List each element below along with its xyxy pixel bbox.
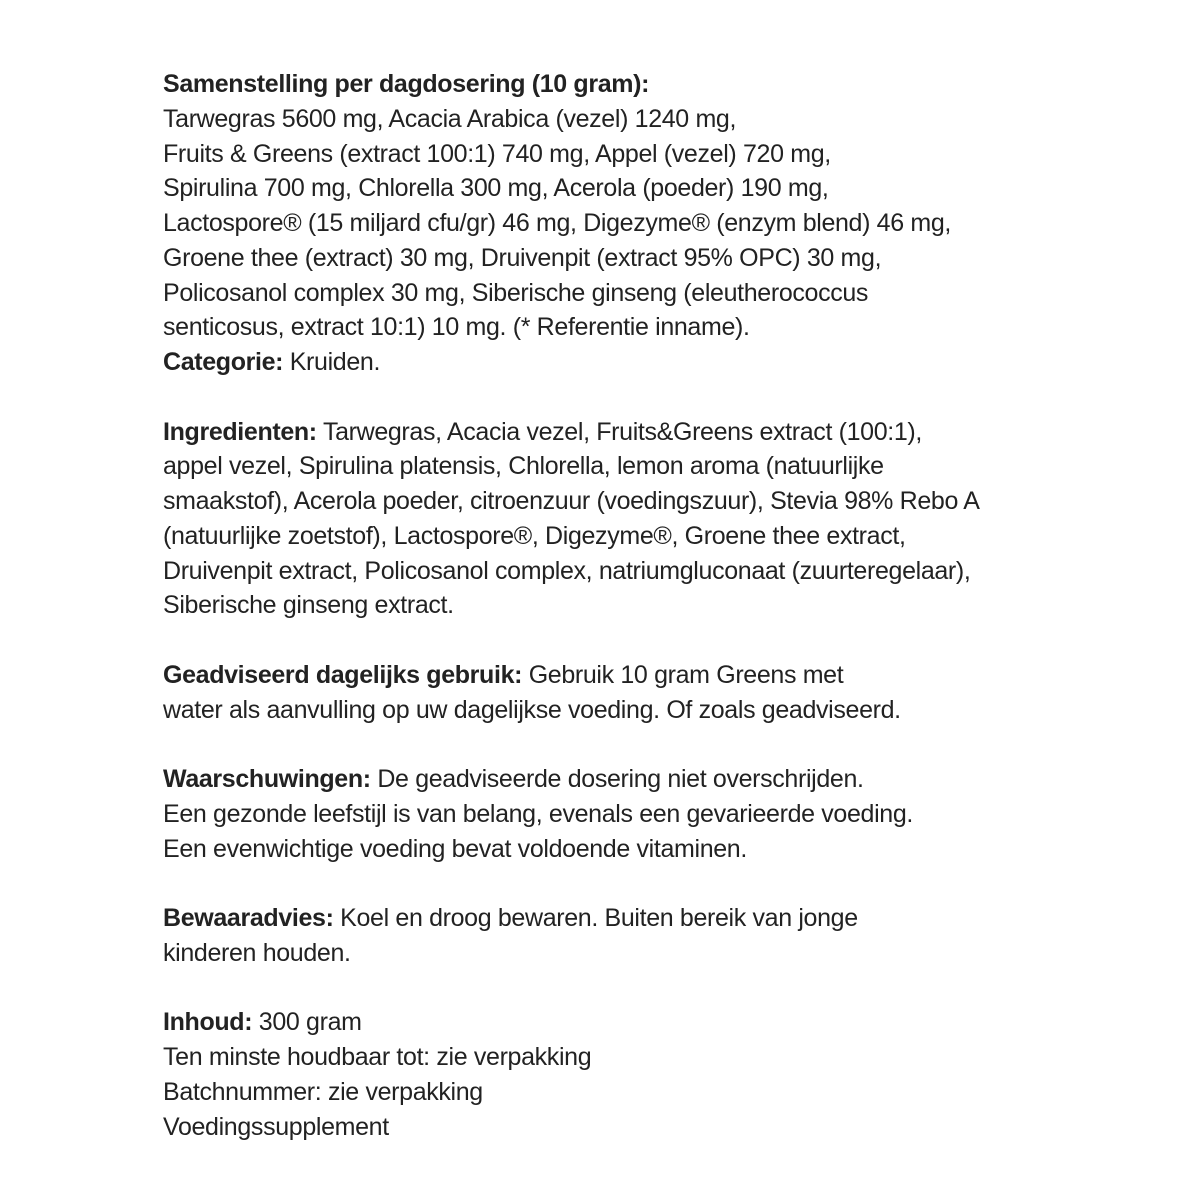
line-text: Een evenwichtige voeding bevat voldoende vitaminen. bbox=[163, 834, 747, 863]
text-line bbox=[163, 1110, 980, 1145]
section-composition bbox=[163, 67, 980, 380]
section-label: Waarschuwingen: bbox=[163, 765, 371, 793]
text-line bbox=[163, 1040, 980, 1075]
text-line bbox=[163, 345, 980, 380]
line-text: water als aanvulling op uw dagelijkse voeding. Of zoals geadviseerd. bbox=[163, 695, 901, 724]
section-label: Samenstelling per dagdosering (10 gram): bbox=[163, 70, 650, 98]
section-daily-use bbox=[163, 658, 980, 728]
line-text: Groene thee (extract) 30 mg, Druivenpit (extract 95% OPC) 30 mg, bbox=[163, 243, 882, 272]
line-text: Gebruik 10 gram Greens met bbox=[522, 660, 844, 689]
text-line bbox=[163, 137, 980, 172]
text-line bbox=[163, 519, 980, 554]
line-text: De geadviseerde dosering niet overschrijden. bbox=[370, 765, 864, 793]
line-text: Ten minste houdbaar tot: zie verpakking bbox=[163, 1043, 592, 1071]
text-line bbox=[163, 762, 980, 797]
text-line bbox=[163, 832, 980, 867]
section-contents bbox=[163, 1005, 980, 1144]
line-text: Tarwegras, Acacia vezel, Fruits&Greens extract (100:1), bbox=[316, 417, 922, 446]
line-text: Policosanol complex 30 mg, Siberische ginseng (eleutherococcus bbox=[163, 278, 869, 307]
text-line bbox=[163, 171, 980, 206]
line-text: Tarwegras 5600 mg, Acacia Arabica (vezel) 1240 mg, bbox=[163, 104, 737, 133]
text-line bbox=[163, 415, 980, 450]
text-line bbox=[163, 1075, 980, 1110]
section-ingredients bbox=[163, 415, 980, 624]
text-line bbox=[163, 901, 980, 936]
section-label: Bewaaradvies: bbox=[163, 904, 334, 932]
line-text: Siberische ginseng extract. bbox=[163, 591, 454, 620]
line-text: Een gezonde leefstijl is van belang, evenals een gevarieerde voeding. bbox=[163, 799, 913, 828]
line-text: Voedingssupplement bbox=[163, 1112, 389, 1141]
line-text: Druivenpit extract, Policosanol complex, natriumgluconaat (zuurteregelaar), bbox=[163, 556, 971, 585]
line-text: Fruits & Greens (extract 100:1) 740 mg, Appel (vezel) 720 mg, bbox=[163, 139, 831, 168]
line-text: smaakstof), Acerola poeder, citroenzuur (voedingszuur), Stevia 98% Rebo A bbox=[163, 487, 980, 515]
line-text: appel vezel, Spirulina platensis, Chlorella, lemon aroma (natuurlijke bbox=[163, 452, 884, 481]
section-label: Categorie: bbox=[163, 348, 284, 376]
section-storage-advice bbox=[163, 901, 980, 971]
text-line bbox=[163, 1005, 980, 1040]
text-line bbox=[163, 241, 980, 276]
line-text: (natuurlijke zoetstof), Lactospore®, Digezyme®, Groene thee extract, bbox=[163, 521, 906, 550]
line-text: kinderen houden. bbox=[163, 938, 351, 967]
text-line bbox=[163, 693, 980, 728]
text-line bbox=[163, 554, 980, 589]
section-label: Geadviseerd dagelijks gebruik: bbox=[163, 660, 523, 689]
section-label: Inhoud: bbox=[163, 1008, 253, 1037]
text-line bbox=[163, 67, 980, 102]
section-warnings bbox=[163, 762, 980, 866]
line-text: 300 gram bbox=[252, 1008, 362, 1037]
text-line bbox=[163, 310, 980, 345]
text-line bbox=[163, 658, 980, 693]
text-line bbox=[163, 588, 980, 623]
text-line bbox=[163, 797, 980, 832]
line-text: Kruiden. bbox=[283, 348, 381, 376]
line-text: Lactospore® (15 miljard cfu/gr) 46 mg, Digezyme® (enzym blend) 46 mg, bbox=[163, 209, 952, 237]
line-text: Batchnummer: zie verpakking bbox=[163, 1077, 483, 1106]
line-text: senticosus, extract 10:1) 10 mg. (* Referentie inname). bbox=[163, 313, 750, 342]
text-line bbox=[163, 102, 980, 137]
text-line bbox=[163, 936, 980, 971]
line-text: Spirulina 700 mg, Chlorella 300 mg, Acerola (poeder) 190 mg, bbox=[163, 174, 829, 203]
line-text: Koel en droog bewaren. Buiten bereik van jonge bbox=[333, 904, 858, 932]
text-line bbox=[163, 276, 980, 311]
text-line bbox=[163, 449, 980, 484]
section-label: Ingredienten: bbox=[163, 417, 317, 446]
product-information-text bbox=[163, 67, 980, 1179]
text-line bbox=[163, 206, 980, 241]
text-line bbox=[163, 484, 980, 519]
